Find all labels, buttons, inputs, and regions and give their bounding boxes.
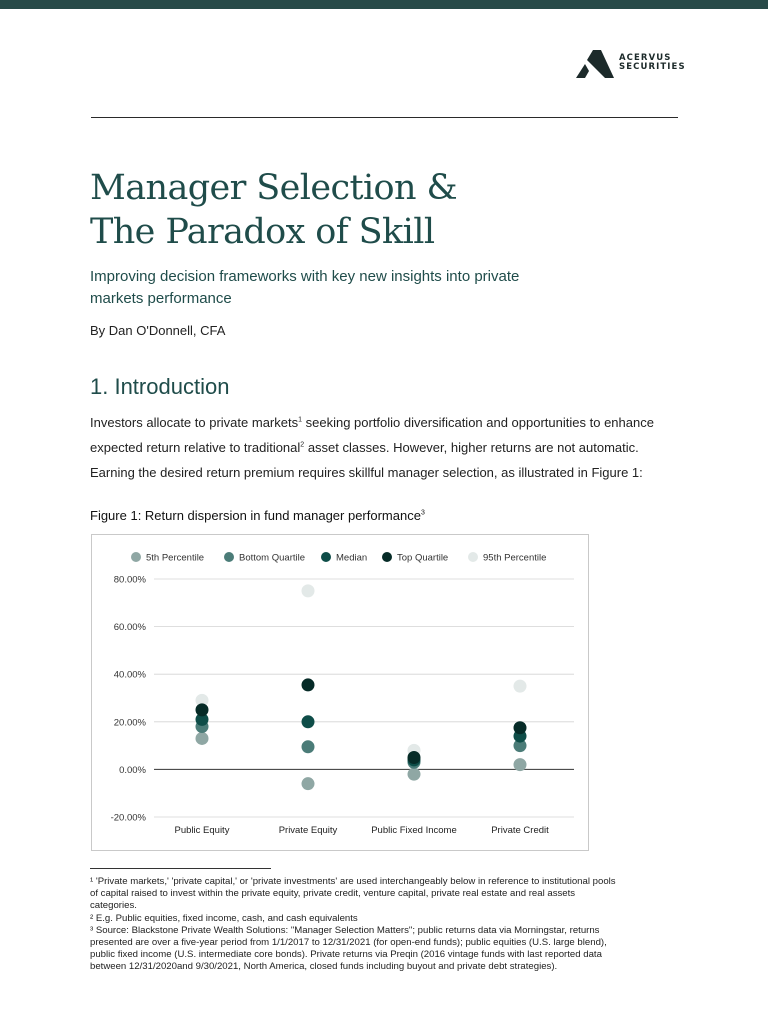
intro-text: asset classes. However, higher returns are not automatic.	[304, 440, 639, 455]
legend-marker	[468, 552, 478, 562]
y-tick-label: 40.00%	[113, 669, 146, 681]
legend-marker	[131, 552, 141, 562]
y-tick-label: -20.00%	[110, 812, 146, 824]
page-title	[90, 166, 457, 254]
footnote-2-line: ² E.g. Public equities, fixed income, cash, and cash equivalents	[90, 912, 358, 924]
data-point	[408, 751, 421, 764]
footnote-3-line: public fixed income (U.S. intermediate core bonds). Private returns via Preqin (2016 vintage funds with last reported data	[90, 949, 602, 961]
scatter-chart	[91, 534, 589, 851]
author-byline: By Dan O'Donnell, CFA	[90, 323, 226, 338]
intro-line	[90, 410, 710, 435]
footnote-1-line: ¹ 'Private markets,' 'private capital,' or 'private investments' are used interchangeably below in reference to institutional pools	[90, 876, 616, 887]
subtitle-line-2: markets performance	[90, 290, 232, 307]
footnote-3-line: presented are over a five-year period from 1/1/2017 to 12/31/2021 (for open-end funds); public equities (U.S. large blend),	[90, 937, 607, 949]
logo-line-1: ACERVUS	[619, 53, 672, 63]
x-tick-label: Private Credit	[491, 825, 549, 836]
top-accent-bar	[0, 0, 768, 9]
data-point	[302, 777, 315, 790]
logo-mark-icon	[576, 50, 614, 78]
footnote-3-line: between 12/31/2020and 9/30/2021, North America, closed funds including buyout and private debt strategies).	[90, 961, 558, 973]
legend-label: 5th Percentile	[146, 552, 205, 564]
x-tick-label: Private Equity	[278, 825, 338, 836]
chart-svg	[92, 535, 588, 850]
figure-caption-text: Figure 1: Return dispersion in fund manager performance	[90, 508, 421, 523]
footnote-1-line: of capital raised to invest within the private equity, private credit, venture capital, private real estate and real assets	[90, 888, 576, 900]
legend-marker	[382, 552, 392, 562]
y-tick-label: 0.00%	[119, 764, 146, 776]
y-tick-label: 20.00%	[113, 717, 146, 729]
legend-marker	[224, 552, 234, 562]
logo-line-2: SECURITIES	[619, 62, 686, 72]
footnote-divider	[90, 868, 271, 869]
data-point	[514, 721, 527, 734]
legend-marker	[321, 552, 331, 562]
data-point	[408, 768, 421, 781]
header-divider	[91, 117, 678, 118]
footnote-1-line: categories.	[90, 900, 137, 912]
y-tick-label: 80.00%	[113, 574, 146, 586]
data-point	[196, 703, 209, 716]
data-point	[302, 715, 315, 728]
footnote-ref[interactable]: 3	[420, 509, 425, 517]
data-point	[514, 758, 527, 771]
subtitle-line-1: Improving decision frameworks with key new insights into private	[90, 268, 520, 285]
intro-text: Earning the desired return premium requires skillful manager selection, as illustrated in Figure 1:	[90, 465, 643, 480]
data-point	[196, 732, 209, 745]
data-point	[302, 678, 315, 691]
y-tick-label: 60.00%	[113, 622, 146, 634]
logo-wordmark	[619, 54, 686, 72]
intro-line	[90, 460, 710, 485]
legend-label: 95th Percentile	[483, 552, 547, 564]
intro-text: expected return relative to traditional	[90, 440, 301, 455]
footnotes	[90, 876, 690, 974]
footnote-3-line: ³ Source: Blackstone Private Wealth Solutions: "Manager Selection Matters"; public returns data via Morningstar, returns	[90, 924, 600, 936]
intro-text: seeking portfolio diversification and opportunities to enhance	[302, 415, 654, 430]
page-subtitle	[90, 266, 590, 310]
section-heading: 1. Introduction	[90, 374, 230, 399]
title-line-1: Manager Selection &	[90, 168, 458, 208]
x-tick-label: Public Equity	[174, 825, 230, 836]
intro-text: Investors allocate to private markets	[90, 415, 299, 430]
legend-label: Top Quartile	[397, 552, 449, 564]
legend-label: Bottom Quartile	[239, 552, 305, 564]
footnote-ref[interactable]: 1	[298, 416, 302, 424]
title-line-2: The Paradox of Skill	[90, 212, 435, 252]
footnote-ref[interactable]: 2	[300, 441, 305, 449]
data-point	[302, 740, 315, 753]
figure-caption	[90, 508, 425, 523]
data-point	[514, 680, 527, 693]
data-point	[302, 584, 315, 597]
intro-line	[90, 435, 710, 460]
intro-paragraph	[90, 410, 710, 485]
legend-label: Median	[336, 552, 368, 564]
x-tick-label: Public Fixed Income	[371, 825, 457, 836]
company-logo	[576, 50, 696, 78]
